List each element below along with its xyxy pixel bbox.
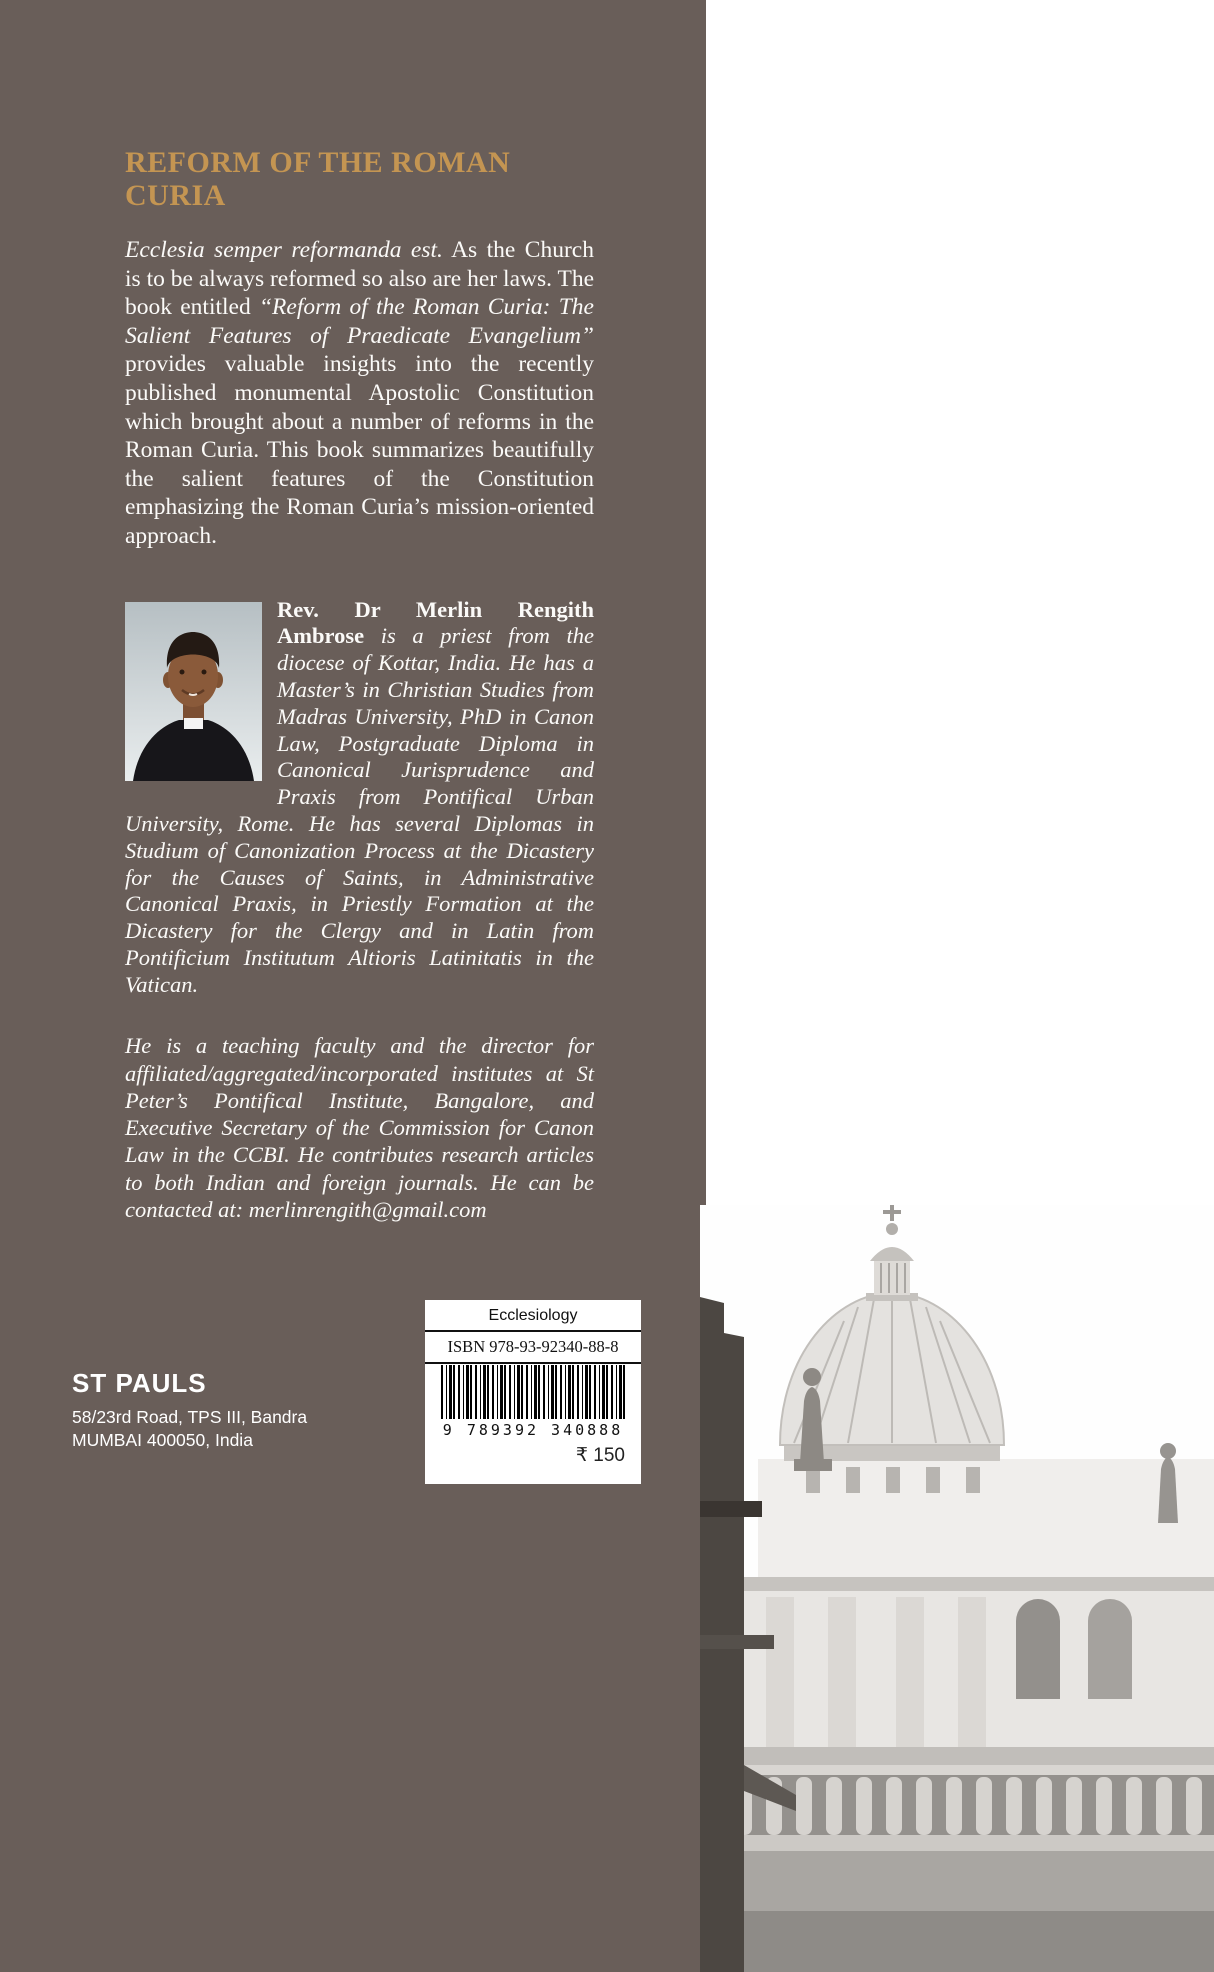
isbn-label: ISBN 978-93-92340-88-8 bbox=[447, 1337, 619, 1356]
basilica-dome-graphic bbox=[700, 1205, 1214, 1972]
book-title: REFORM OF THE ROMAN CURIA bbox=[125, 146, 511, 212]
basilica-dome-photo bbox=[700, 1205, 1214, 1972]
barcode bbox=[441, 1365, 625, 1419]
synopsis-text-2: provides valuable insights into the recently published monumental Apostolic Constitution which brought about a number of reforms in the Roman Curia. This book summarizes beautifully the salient features of the Constitution emphasizing the Roman Curia’s mission-oriented approach. bbox=[125, 351, 594, 549]
barcode-box bbox=[425, 1300, 641, 1484]
price-label: ₹ 150 bbox=[575, 1445, 625, 1466]
author-bio-text: is a priest from the diocese of Kottar, India. He has a Master’s in Christian Studies from Madras University, PhD in Canon Law, Postgraduate Diploma in Canonical Jurisprudence and Praxis from Pontifical Urban University, Rome. He has several Diplomas in Studium of Canonization Process at the Dicastery for the Causes of Saints, in Administrative Canonical Praxis, in Priestly Formation at the Dicastery for the Clergy and in Latin from Pontificium Institutum Altioris Latinitatis in the Vatican. bbox=[125, 623, 594, 997]
author-photo bbox=[125, 602, 262, 781]
synopsis-latin-phrase: Ecclesia semper reformanda est. bbox=[125, 237, 443, 263]
publisher-address-line1: 58/23rd Road, TPS III, Bandra bbox=[72, 1407, 308, 1427]
author-name: Rev. Dr Merlin Rengith Ambrose bbox=[277, 596, 594, 649]
publisher-block bbox=[72, 1368, 307, 1452]
author-bio-paragraph-2: He is a teaching faculty and the director for affiliated/aggregated/incorporated institutes at St Peter’s Pontifical Institute, Bangalore, and Executive Secretary of the Commission for Canon Law in the CCBI. He contributes research articles to both Indian and foreign journals. He can be contacted at: merlinrengith@gmail.com bbox=[125, 1033, 594, 1222]
barcode-number: 9 789392 340888 bbox=[442, 1421, 624, 1439]
synopsis-text-1: As the Church is to be always reformed so also are her laws. The book entitled bbox=[125, 237, 594, 321]
category-label: Ecclesiology bbox=[488, 1307, 578, 1324]
synopsis-paragraph bbox=[125, 236, 594, 551]
divider bbox=[425, 1362, 641, 1364]
publisher-name: ST PAULS bbox=[72, 1368, 207, 1398]
publisher-address-line2: MUMBAI 400050, India bbox=[72, 1430, 253, 1450]
synopsis-book-reference: “Reform of the Roman Curia: The Salient Features of Praedicate Evangelium” bbox=[125, 294, 594, 349]
author-portrait-graphic bbox=[125, 602, 262, 781]
cover-text-column bbox=[125, 146, 594, 1223]
author-section bbox=[125, 597, 594, 999]
